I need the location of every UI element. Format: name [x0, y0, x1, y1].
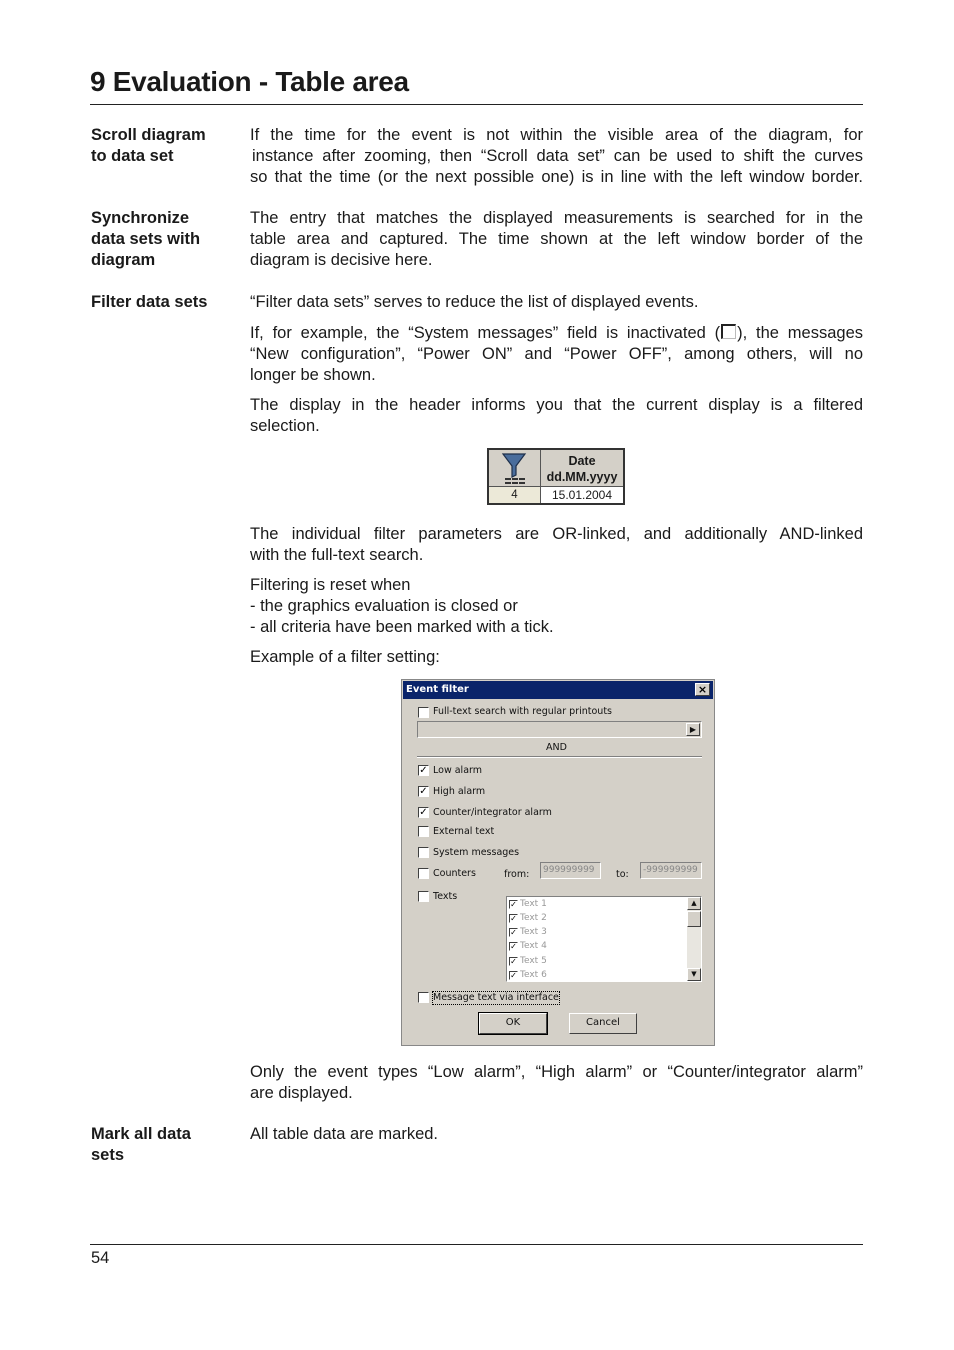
fulltext-search-combo[interactable] — [417, 721, 702, 738]
heading-line: sets — [91, 1146, 125, 1164]
texts-checkbox[interactable] — [418, 891, 429, 902]
text-line: “New configuration”, “Power ON” and “Power OFF”, among others, will no — [250, 345, 863, 363]
ok-button[interactable]: OK — [479, 1013, 547, 1034]
text-line: If the time for the event is not within the visible area of the diagram, for — [250, 126, 863, 144]
text-line: The display in the header informs you that the current display is a filtered — [250, 396, 863, 414]
dialog-separator — [417, 756, 702, 758]
scroll-thumb[interactable] — [687, 911, 701, 927]
footer-rule — [90, 1244, 863, 1245]
heading-mark-all — [91, 1124, 241, 1166]
heading-line: to data set — [91, 147, 174, 165]
filter-logic-paragraph — [250, 524, 863, 566]
date-value: 15.01.2004 — [541, 487, 623, 503]
result-paragraph — [250, 1062, 863, 1104]
option-label: High alarm — [433, 786, 486, 797]
message-via-interface-label: Message text via interface — [433, 992, 559, 1003]
from-label: from: — [504, 869, 530, 880]
list-item-label: Text 3 — [520, 927, 547, 937]
list-scrollbar[interactable] — [687, 897, 701, 981]
message-via-interface-checkbox[interactable] — [418, 992, 429, 1003]
list-item[interactable] — [509, 926, 547, 939]
heading-filter-data-sets: Filter data sets — [91, 293, 208, 311]
high-alarm-checkbox[interactable]: ✓ — [419, 786, 428, 797]
filtered-header-snapshot — [487, 448, 625, 505]
list-checkbox[interactable]: ✓ — [510, 971, 517, 980]
option-label: Counters — [433, 868, 476, 879]
filter-funnel-icon — [489, 450, 539, 486]
text-line: The individual filter parameters are OR-linked, and additionally AND-linked — [250, 525, 863, 543]
low-alarm-checkbox[interactable]: ✓ — [419, 765, 428, 776]
list-checkbox[interactable]: ✓ — [510, 942, 517, 951]
text-fragment: ), the messages — [737, 324, 863, 342]
scroll-down-icon[interactable]: ▼ — [687, 968, 701, 981]
list-item-label: Text 5 — [520, 956, 547, 966]
counters-checkbox[interactable] — [418, 868, 429, 879]
text-line: Only the event types “Low alarm”, “High alarm” or “Counter/integrator alarm” — [250, 1063, 863, 1081]
system-messages-checkbox[interactable] — [418, 847, 429, 858]
text-line: with the full-text search. — [250, 546, 424, 564]
filter-reset-paragraph — [250, 575, 863, 638]
fulltext-label: Full-text search with regular printouts — [433, 706, 613, 717]
text-line: selection. — [250, 417, 320, 435]
example-caption: Example of a filter setting: — [250, 648, 440, 666]
text-line: diagram is decisive here. — [250, 251, 433, 269]
dialog-title: Event filter — [406, 684, 469, 695]
close-icon[interactable]: × — [695, 683, 710, 696]
list-checkbox[interactable]: ✓ — [510, 914, 517, 923]
page-title: 9 Evaluation - Table area — [90, 66, 409, 97]
heading-line: Scroll diagram — [91, 126, 206, 144]
scroll-diagram-text — [250, 125, 863, 188]
cancel-button[interactable]: Cancel — [569, 1013, 637, 1034]
filter-example-paragraph — [250, 323, 863, 386]
option-label: External text — [433, 826, 495, 837]
option-label: Texts — [433, 891, 458, 902]
to-field[interactable]: -999999999 — [640, 862, 702, 879]
text-line: - the graphics evaluation is closed or — [250, 597, 518, 615]
list-checkbox[interactable]: ✓ — [510, 957, 517, 966]
combo-arrow-icon[interactable]: ▶ — [686, 723, 700, 736]
dialog-titlebar — [403, 681, 713, 699]
from-field[interactable]: 999999999 — [540, 862, 601, 879]
list-item[interactable] — [509, 898, 547, 911]
scroll-up-icon[interactable]: ▲ — [687, 897, 701, 910]
text-line: Filtering is reset when — [250, 576, 411, 594]
list-item[interactable] — [509, 969, 547, 982]
list-checkbox[interactable]: ✓ — [510, 928, 517, 937]
texts-listbox[interactable] — [506, 896, 702, 982]
synchronize-text — [250, 208, 863, 271]
unchecked-checkbox-icon — [721, 324, 736, 339]
text-line: longer be shown. — [250, 366, 376, 384]
text-line: - all criteria have been marked with a tick. — [250, 618, 554, 636]
heading-synchronize — [91, 208, 241, 271]
page-number: 54 — [91, 1249, 110, 1267]
text-line: instance after zooming, then “Scroll data set” can be used to shift the curves — [252, 147, 863, 165]
date-header-line: Date — [568, 454, 596, 468]
date-column-header — [541, 450, 623, 487]
and-label: AND — [546, 742, 567, 753]
to-label: to: — [616, 869, 629, 880]
list-item-label: Text 1 — [520, 899, 547, 909]
option-label: Low alarm — [433, 765, 483, 776]
option-label: Counter/integrator alarm — [433, 807, 552, 818]
option-label: System messages — [433, 847, 520, 858]
filter-intro: “Filter data sets” serves to reduce the list of displayed events. — [250, 293, 699, 311]
mark-all-text: All table data are marked. — [250, 1125, 439, 1143]
event-filter-dialog — [401, 679, 715, 1046]
filter-icon-cell — [489, 450, 541, 487]
external-text-checkbox[interactable] — [418, 826, 429, 837]
counter-integrator-alarm-checkbox[interactable]: ✓ — [419, 807, 428, 818]
text-line: so that the time (or the next possible one) is in line with the left window border. — [250, 168, 863, 186]
text-line: The entry that matches the displayed measurements is searched for in the — [250, 209, 863, 227]
heading-line: diagram — [91, 251, 156, 269]
text-line: table area and captured. The time shown at the left window border of the — [250, 230, 863, 248]
date-header-format: dd.MM.yyyy — [546, 470, 618, 484]
fulltext-checkbox[interactable] — [418, 707, 429, 718]
filter-header-paragraph — [250, 395, 863, 437]
text-line — [250, 323, 863, 344]
heading-scroll-diagram — [91, 125, 241, 167]
list-item-label: Text 2 — [520, 913, 547, 923]
list-item[interactable] — [509, 912, 547, 925]
heading-line: Mark all data — [91, 1125, 191, 1143]
heading-line: data sets with — [91, 230, 201, 248]
list-item-label: Text 4 — [520, 941, 547, 951]
list-item-label: Text 6 — [520, 970, 547, 980]
list-item[interactable] — [509, 955, 547, 968]
text-fragment: If, for example, the “System messages” field is inactivated ( — [250, 324, 721, 342]
filtered-count: 4 — [489, 487, 541, 503]
list-item[interactable] — [509, 940, 547, 953]
heading-line: Synchronize — [91, 209, 190, 227]
header-rule — [90, 104, 863, 105]
list-checkbox[interactable]: ✓ — [510, 900, 517, 909]
text-line: are displayed. — [250, 1084, 353, 1102]
